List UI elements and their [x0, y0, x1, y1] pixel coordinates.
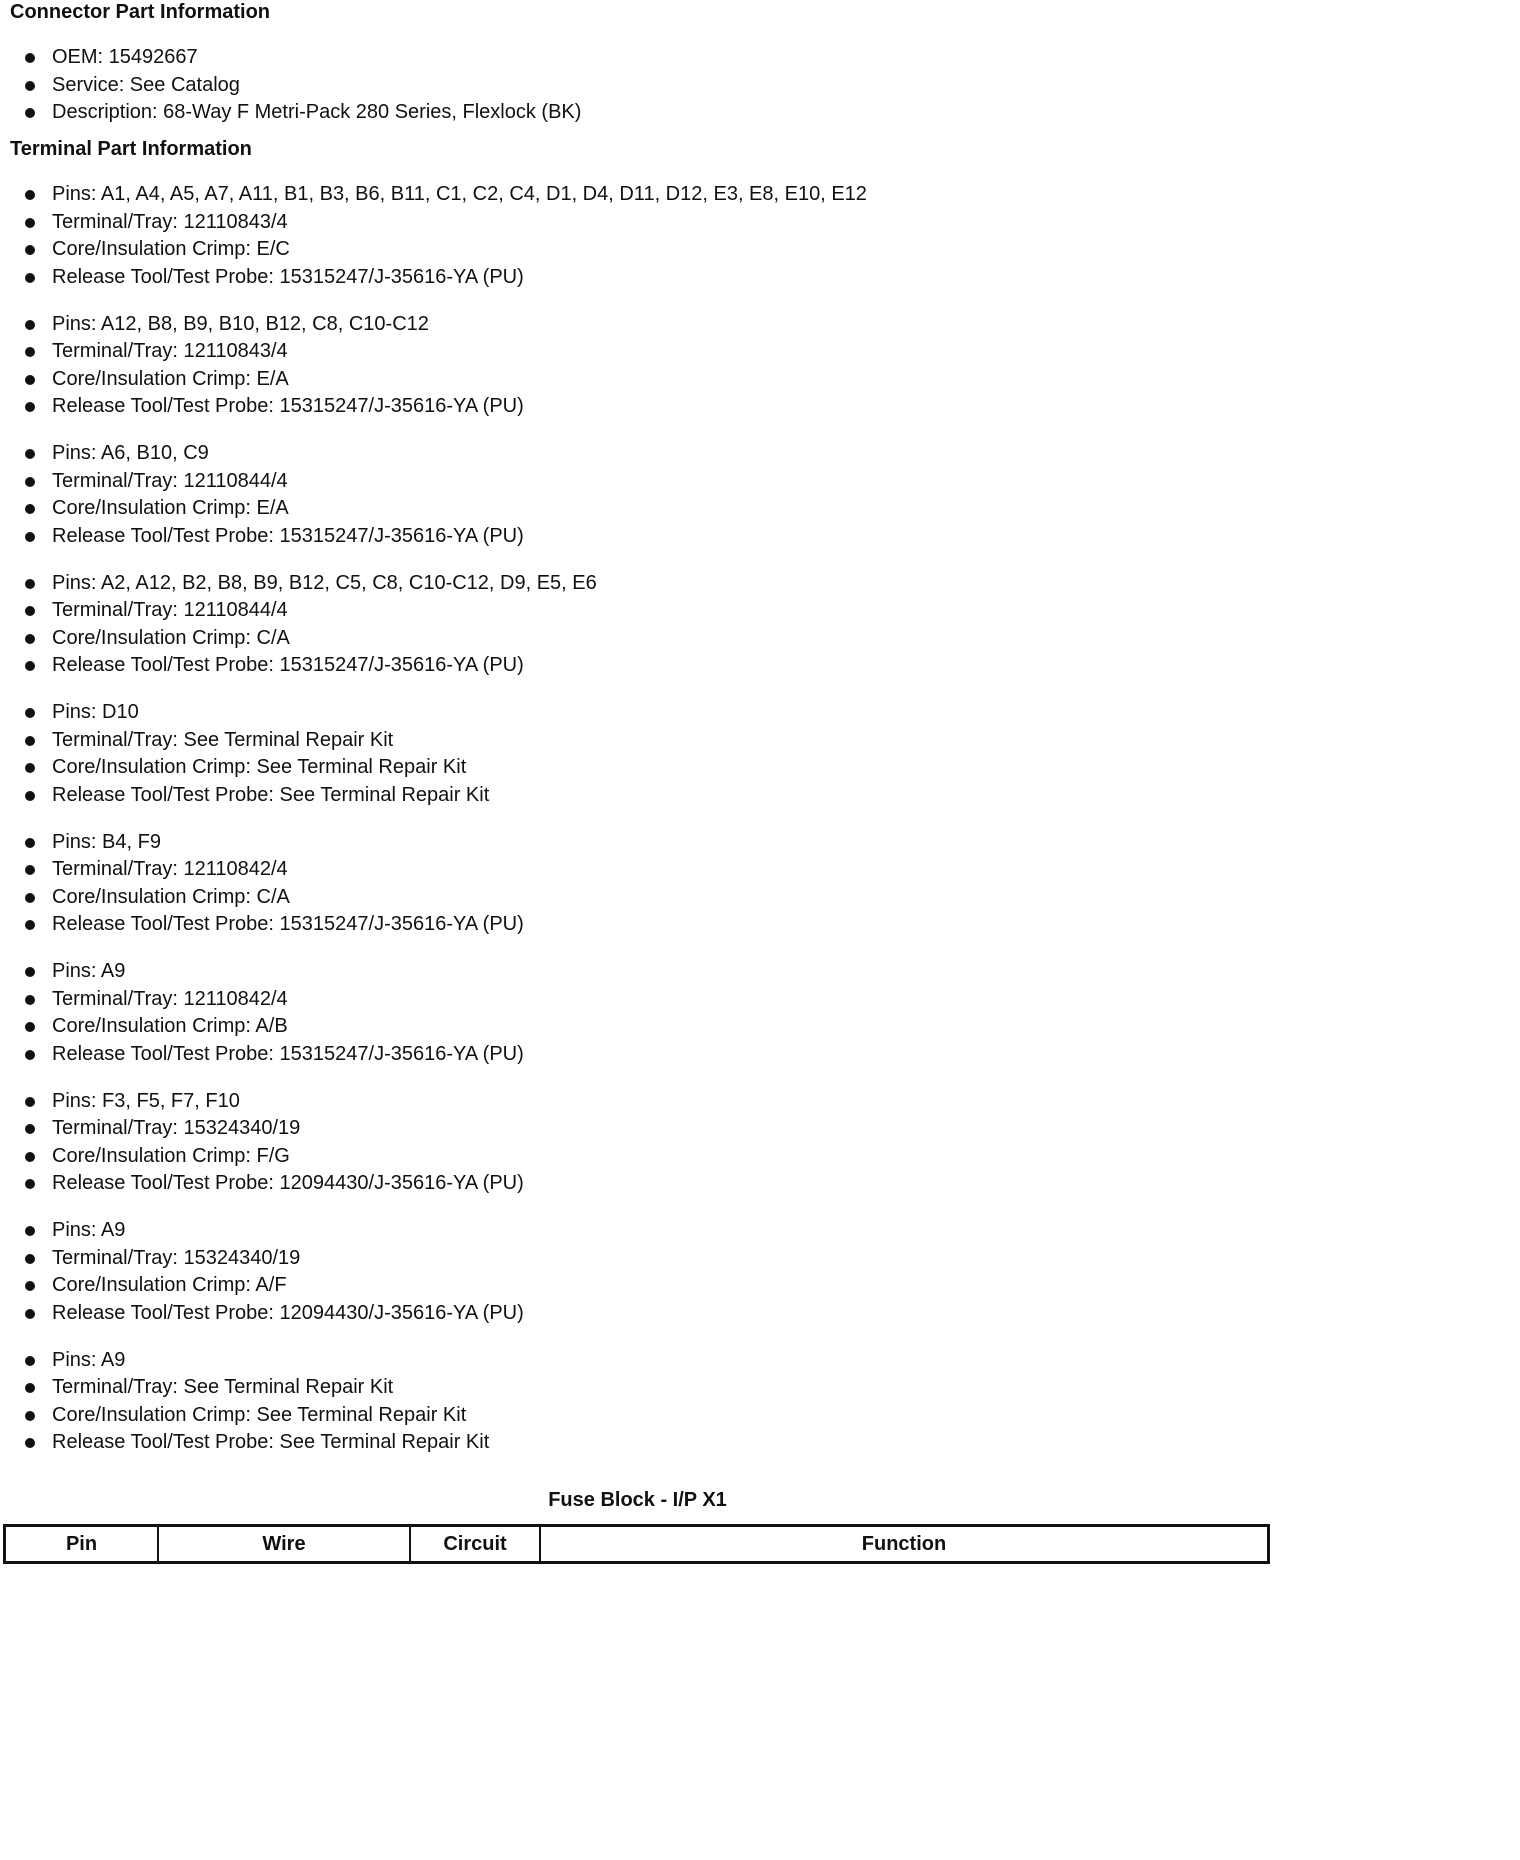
bullet-icon	[25, 375, 35, 385]
terminal-crimp-item	[0, 884, 867, 912]
terminal-part-information-heading: Terminal Part Information	[10, 138, 252, 160]
terminal-tray-text: Terminal/Tray: 15324340/19	[52, 1117, 301, 1139]
terminal-release-tool-text: Release Tool/Test Probe: 15315247/J-35616-YA (PU)	[52, 913, 524, 935]
bullet-icon	[25, 1309, 35, 1319]
terminal-crimp-item	[0, 1013, 867, 1041]
terminal-group	[0, 958, 867, 1068]
fuse-block-table-header	[3, 1524, 1270, 1564]
bullet-icon	[25, 763, 35, 773]
terminal-pins-text: Pins: A9	[52, 960, 126, 982]
terminal-crimp-item	[0, 495, 867, 523]
bullet-icon	[25, 245, 35, 255]
bullet-icon	[25, 634, 35, 644]
bullet-icon	[25, 1152, 35, 1162]
column-header-wire: Wire	[159, 1527, 411, 1561]
connector-part-information-heading: Connector Part Information	[10, 1, 271, 23]
terminal-crimp-item	[0, 366, 867, 394]
terminal-pins-item	[0, 1347, 867, 1375]
terminal-tray-item	[0, 1374, 867, 1402]
terminal-tray-text: Terminal/Tray: 12110842/4	[52, 987, 288, 1010]
terminal-crimp-text: Core/Insulation Crimp: E/A	[52, 497, 289, 519]
terminal-pins-text: Pins: A9	[52, 1219, 126, 1241]
bullet-icon	[25, 402, 35, 412]
bullet-icon	[25, 1383, 35, 1393]
terminal-release-tool-item	[0, 1170, 867, 1198]
terminal-info-groups	[0, 181, 867, 1476]
terminal-tray-item	[0, 727, 867, 755]
connector-info-list	[0, 44, 581, 127]
terminal-crimp-text: Core/Insulation Crimp: C/A	[52, 885, 290, 908]
terminal-crimp-text: Core/Insulation Crimp: A/F	[52, 1274, 287, 1296]
terminal-crimp-item	[0, 1272, 867, 1300]
terminal-release-tool-text: Release Tool/Test Probe: 15315247/J-35616-YA (PU)	[52, 395, 524, 417]
terminal-release-tool-text: Release Tool/Test Probe: 15315247/J-35616-YA (PU)	[52, 524, 524, 547]
terminal-pins-item	[0, 570, 867, 598]
terminal-tray-item	[0, 1245, 867, 1273]
bullet-icon	[25, 1281, 35, 1291]
terminal-release-tool-text: Release Tool/Test Probe: 15315247/J-35616-YA (PU)	[52, 1042, 524, 1065]
bullet-icon	[25, 838, 35, 848]
bullet-icon	[25, 865, 35, 875]
terminal-pins-text: Pins: B4, F9	[52, 830, 161, 853]
terminal-pins-text: Pins: A6, B10, C9	[52, 442, 209, 464]
column-header-function: Function	[861, 1533, 947, 1555]
bullet-icon	[25, 81, 35, 91]
bullet-icon	[25, 920, 35, 930]
terminal-pins-item	[0, 311, 867, 339]
terminal-pins-item	[0, 958, 867, 986]
terminal-crimp-item	[0, 1143, 867, 1171]
terminal-crimp-text: Core/Insulation Crimp: A/B	[52, 1015, 288, 1037]
terminal-crimp-text: Core/Insulation Crimp: E/C	[52, 238, 290, 260]
connector-oem-item	[0, 44, 581, 72]
terminal-release-tool-item	[0, 523, 867, 551]
terminal-group	[0, 1217, 867, 1327]
terminal-tray-item	[0, 468, 867, 496]
terminal-release-tool-item	[0, 782, 867, 810]
terminal-release-tool-item	[0, 264, 867, 292]
terminal-tray-text: Terminal/Tray: See Terminal Repair Kit	[52, 1376, 394, 1398]
bullet-icon	[25, 1438, 35, 1448]
terminal-group	[0, 311, 867, 421]
terminal-release-tool-item	[0, 911, 867, 939]
terminal-tray-item	[0, 209, 867, 237]
terminal-crimp-item	[0, 625, 867, 653]
terminal-pins-text: Pins: A2, A12, B2, B8, B9, B12, C5, C8, C10-C12, D9, E5, E6	[52, 571, 597, 594]
bullet-icon	[25, 1254, 35, 1264]
bullet-icon	[25, 1050, 35, 1060]
terminal-tray-item	[0, 1115, 867, 1143]
column-header-pin: Pin	[6, 1527, 159, 1561]
terminal-pins-item	[0, 1217, 867, 1245]
bullet-icon	[25, 532, 35, 542]
terminal-release-tool-item	[0, 1429, 867, 1457]
bullet-icon	[25, 504, 35, 514]
terminal-pins-item	[0, 181, 867, 209]
bullet-icon	[25, 108, 35, 118]
terminal-group	[0, 1347, 867, 1457]
bullet-icon	[25, 449, 35, 459]
terminal-release-tool-text: Release Tool/Test Probe: 12094430/J-35616-YA (PU)	[52, 1301, 524, 1324]
bullet-icon	[25, 1411, 35, 1421]
terminal-group	[0, 181, 867, 291]
bullet-icon	[25, 1097, 35, 1107]
bullet-icon	[25, 1226, 35, 1236]
bullet-icon	[25, 190, 35, 200]
terminal-tray-text: Terminal/Tray: 12110843/4	[52, 210, 288, 233]
terminal-tray-text: Terminal/Tray: See Terminal Repair Kit	[52, 728, 394, 751]
terminal-tray-item	[0, 597, 867, 625]
bullet-icon	[25, 967, 35, 977]
connector-description-item	[0, 99, 581, 127]
terminal-group	[0, 829, 867, 939]
terminal-pins-item	[0, 440, 867, 468]
terminal-tray-text: Terminal/Tray: 12110843/4	[52, 340, 288, 362]
terminal-crimp-item	[0, 236, 867, 264]
terminal-release-tool-text: Release Tool/Test Probe: See Terminal Repair Kit	[52, 783, 490, 806]
terminal-crimp-item	[0, 754, 867, 782]
terminal-release-tool-item	[0, 393, 867, 421]
bullet-icon	[25, 273, 35, 283]
terminal-group	[0, 1088, 867, 1198]
terminal-tray-text: Terminal/Tray: 12110842/4	[52, 858, 288, 880]
bullet-icon	[25, 1022, 35, 1032]
connector-description-text: Description: 68-Way F Metri-Pack 280 Series, Flexlock (BK)	[52, 101, 582, 123]
terminal-tray-text: Terminal/Tray: 12110844/4	[52, 469, 288, 492]
bullet-icon	[25, 661, 35, 671]
terminal-crimp-item	[0, 1402, 867, 1430]
terminal-tray-text: Terminal/Tray: 15324340/19	[52, 1246, 301, 1269]
terminal-pins-text: Pins: A12, B8, B9, B10, B12, C8, C10-C12	[52, 312, 429, 335]
terminal-tray-item	[0, 856, 867, 884]
terminal-release-tool-text: Release Tool/Test Probe: 15315247/J-35616-YA (PU)	[52, 654, 524, 676]
terminal-crimp-text: Core/Insulation Crimp: F/G	[52, 1144, 290, 1167]
bullet-icon	[25, 893, 35, 903]
terminal-pins-item	[0, 699, 867, 727]
bullet-icon	[25, 579, 35, 589]
connector-service-item	[0, 72, 581, 100]
bullet-icon	[25, 995, 35, 1005]
terminal-pins-text: Pins: A9	[52, 1348, 126, 1371]
connector-service-text: Service: See Catalog	[52, 73, 240, 96]
bullet-icon	[25, 606, 35, 616]
terminal-release-tool-text: Release Tool/Test Probe: 15315247/J-35616-YA (PU)	[52, 265, 524, 288]
bullet-icon	[25, 320, 35, 330]
terminal-group	[0, 440, 867, 550]
terminal-tray-text: Terminal/Tray: 12110844/4	[52, 599, 288, 621]
terminal-pins-item	[0, 1088, 867, 1116]
bullet-icon	[25, 791, 35, 801]
bullet-icon	[25, 218, 35, 228]
bullet-icon	[25, 736, 35, 746]
terminal-release-tool-text: Release Tool/Test Probe: 12094430/J-35616-YA (PU)	[52, 1172, 524, 1194]
terminal-pins-text: Pins: D10	[52, 701, 139, 723]
bullet-icon	[25, 477, 35, 487]
terminal-tray-item	[0, 986, 867, 1014]
terminal-release-tool-item	[0, 1041, 867, 1069]
terminal-crimp-text: Core/Insulation Crimp: E/A	[52, 367, 289, 390]
bullet-icon	[25, 347, 35, 357]
bullet-icon	[25, 708, 35, 718]
terminal-tray-item	[0, 338, 867, 366]
bullet-icon	[25, 1179, 35, 1189]
terminal-release-tool-item	[0, 652, 867, 680]
fuse-block-table-caption: Fuse Block - I/P X1	[548, 1489, 727, 1511]
terminal-release-tool-item	[0, 1300, 867, 1328]
connector-oem-text: OEM: 15492667	[52, 46, 198, 68]
terminal-crimp-text: Core/Insulation Crimp: See Terminal Repair Kit	[52, 756, 467, 778]
terminal-crimp-text: Core/Insulation Crimp: See Terminal Repair Kit	[52, 1403, 467, 1426]
terminal-crimp-text: Core/Insulation Crimp: C/A	[52, 626, 290, 649]
terminal-pins-text: Pins: F3, F5, F7, F10	[52, 1089, 240, 1112]
bullet-icon	[25, 1356, 35, 1366]
column-header-circuit: Circuit	[411, 1527, 541, 1561]
terminal-release-tool-text: Release Tool/Test Probe: See Terminal Repair Kit	[52, 1431, 490, 1453]
bullet-icon	[25, 53, 35, 63]
terminal-pins-text: Pins: A1, A4, A5, A7, A11, B1, B3, B6, B11, C1, C2, C4, D1, D4, D11, D12, E3, E8, E10, E12	[52, 183, 867, 205]
terminal-group	[0, 570, 867, 680]
terminal-pins-item	[0, 829, 867, 857]
terminal-group	[0, 699, 867, 809]
bullet-icon	[25, 1124, 35, 1134]
